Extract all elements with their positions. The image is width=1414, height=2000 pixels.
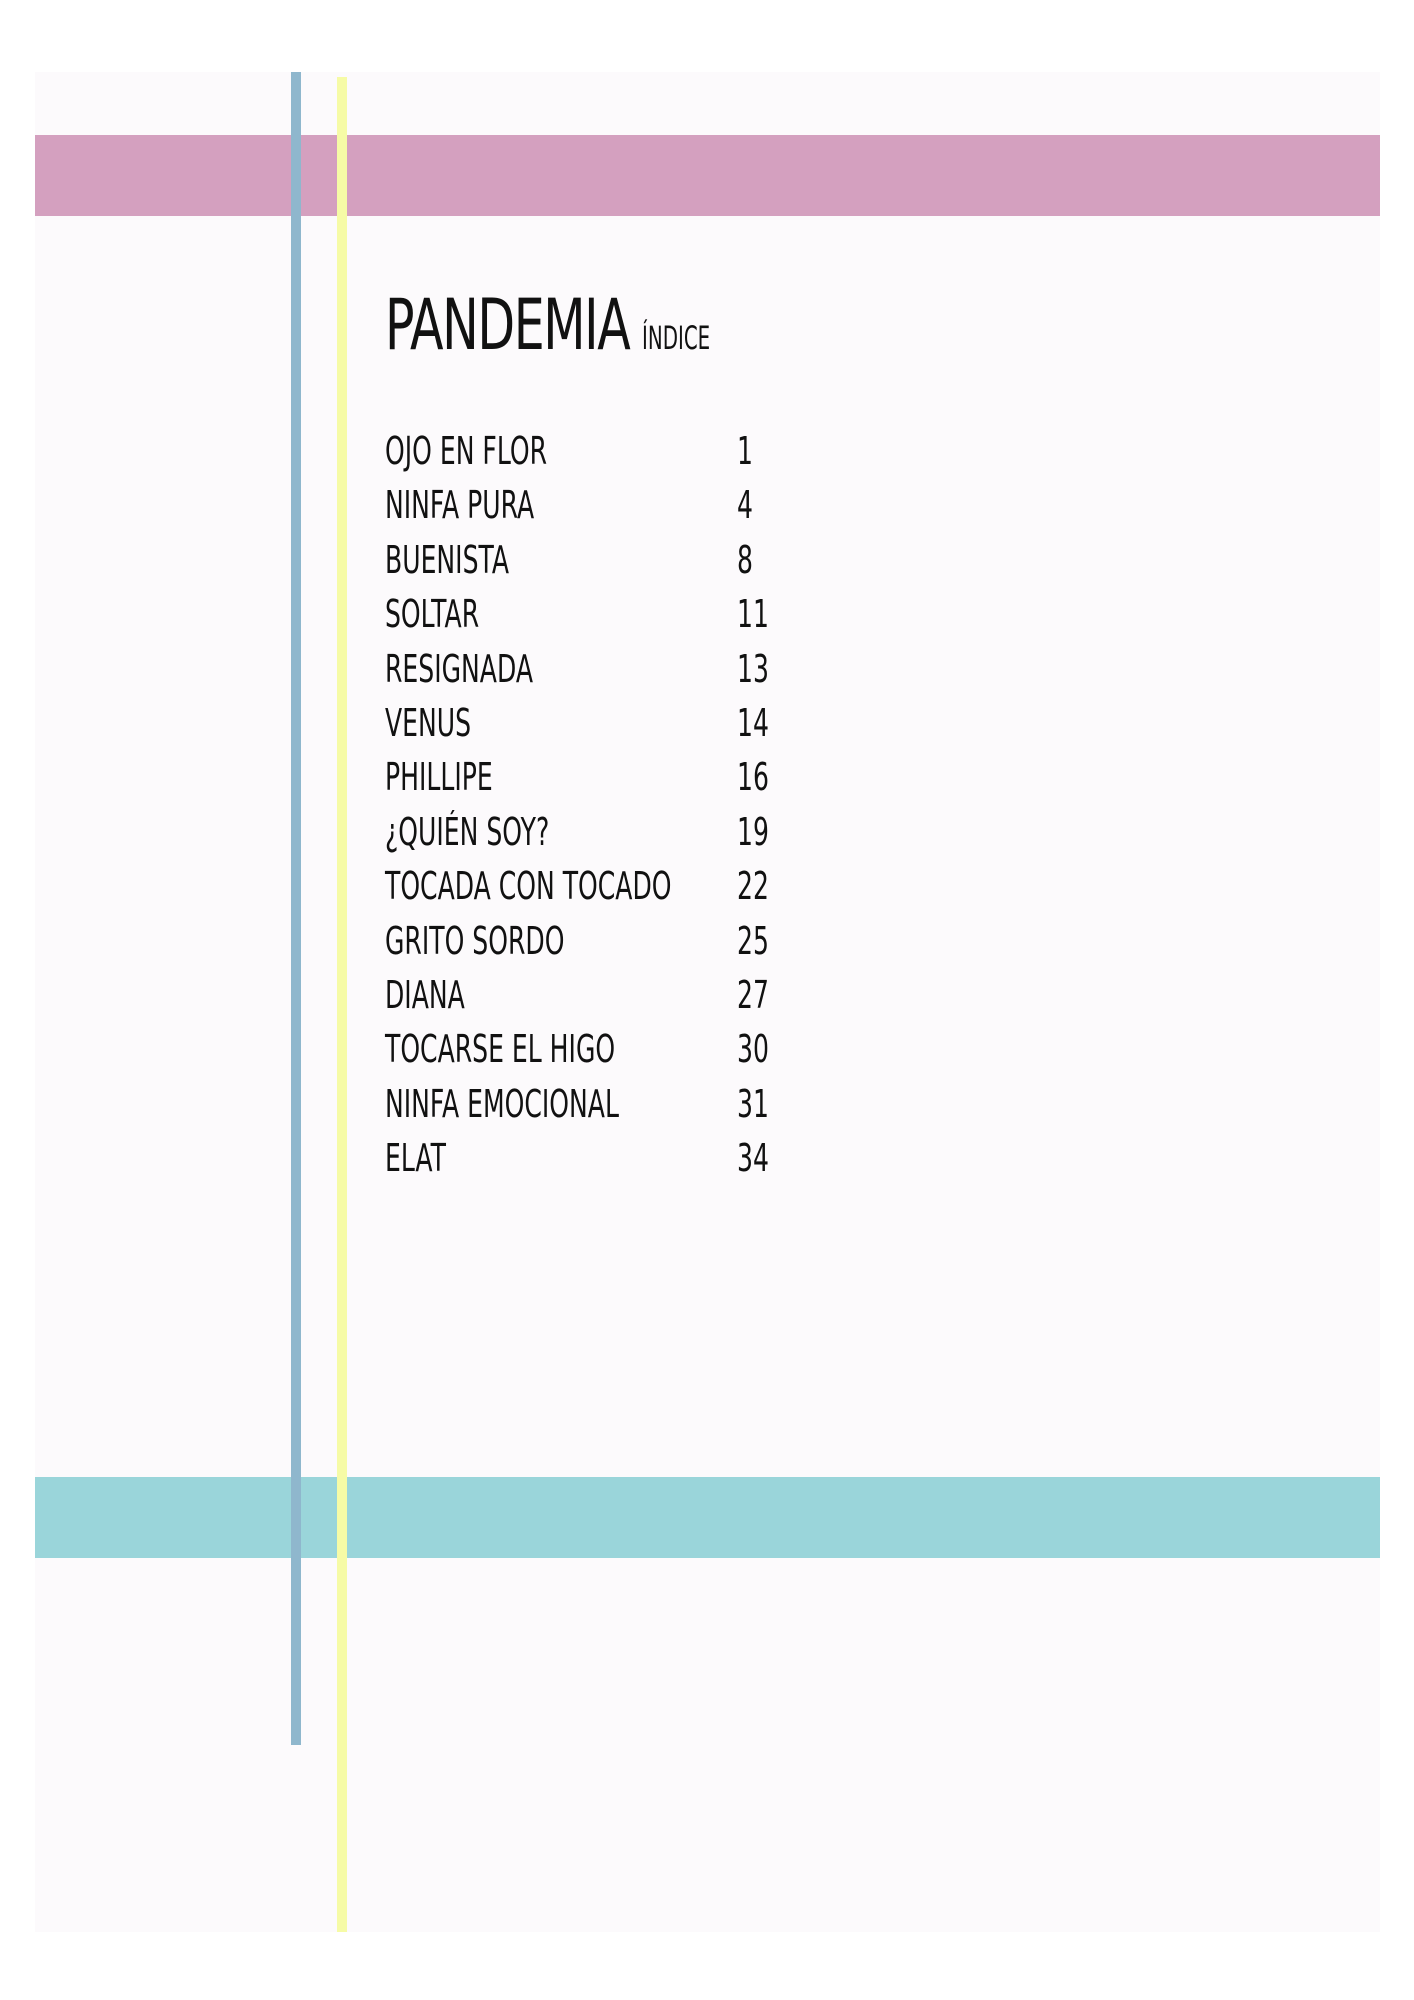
toc-entry-title: GRITO SORDO (385, 918, 565, 963)
toc-entry-title: SOLTAR (385, 592, 480, 637)
toc-entry-page: 30 (737, 1027, 769, 1072)
blue-vertical-line (291, 72, 301, 1745)
toc-entry-page: 4 (737, 483, 753, 528)
toc-entry-title: OJO EN FLOR (385, 429, 548, 473)
toc-row (385, 1022, 905, 1076)
page-title (385, 284, 752, 366)
table-of-contents (385, 424, 905, 1185)
toc-entry-page: 14 (737, 700, 769, 745)
toc-row (385, 696, 905, 750)
toc-entry-page: 8 (737, 537, 753, 582)
toc-entry-page: 11 (737, 592, 769, 637)
toc-entry-title: TOCARSE EL HIGO (385, 1027, 616, 1072)
index-heading: ÍNDICE (642, 319, 711, 357)
toc-entry-title: NINFA EMOCIONAL (385, 1081, 619, 1126)
toc-row (385, 1131, 905, 1185)
toc-row (385, 587, 905, 641)
toc-entry-page: 31 (737, 1081, 769, 1126)
toc-row (385, 805, 905, 859)
toc-row (385, 533, 905, 587)
toc-entry-title: ¿QUIÉN SOY? (385, 809, 550, 854)
toc-entry-title: DIANA (385, 972, 465, 1017)
toc-entry-title: VENUS (385, 700, 472, 745)
toc-entry-page: 22 (737, 864, 769, 909)
toc-row (385, 424, 905, 478)
toc-entry-page: 27 (737, 972, 769, 1017)
bottom-color-band (35, 1477, 1380, 1558)
top-color-band (35, 135, 1380, 216)
toc-entry-page: 1 (737, 429, 753, 473)
toc-entry-title: BUENISTA (385, 537, 510, 582)
toc-row (385, 642, 905, 696)
toc-row (385, 750, 905, 804)
toc-entry-page: 16 (737, 755, 769, 800)
toc-entry-title: PHILLIPE (385, 755, 493, 800)
toc-entry-page: 34 (737, 1136, 769, 1181)
toc-entry-page: 19 (737, 809, 769, 854)
toc-row (385, 859, 905, 913)
toc-entry-title: TOCADA CON TOCADO (385, 864, 672, 909)
toc-row (385, 1077, 905, 1131)
book-title: PANDEMIA (385, 284, 630, 366)
toc-entry-page: 25 (737, 918, 769, 963)
toc-entry-page: 13 (737, 646, 769, 691)
toc-entry-title: RESIGNADA (385, 646, 533, 691)
toc-row (385, 478, 905, 532)
toc-row (385, 914, 905, 968)
toc-entry-title: ELAT (385, 1136, 446, 1181)
toc-entry-title: NINFA PURA (385, 483, 535, 528)
yellow-vertical-line (337, 77, 347, 1932)
toc-row (385, 968, 905, 1022)
